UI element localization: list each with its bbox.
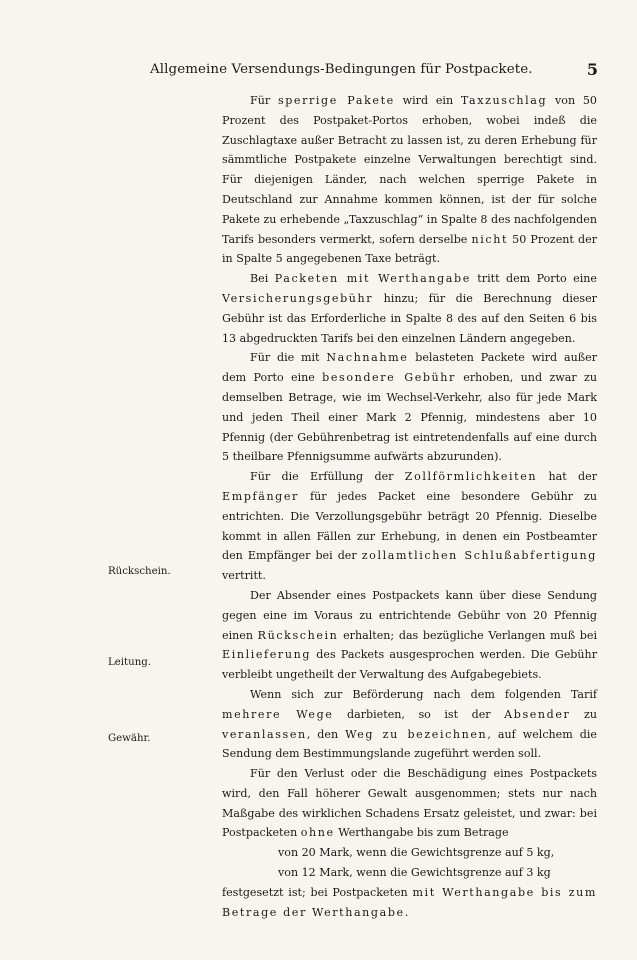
paragraph-rueckschein: Der Absender eines Postpackets kann über diese Sendung gegen eine im Voraus zu entrichtende Gebühr von 20 Pfennig einen Rückschein erhalten; das bezügliche Verlangen muß bei Einlieferung des Packets ausgesprochen werden. Die Gebühr verbleibt ungetheilt der Verwaltung des Aufgabegebiets. bbox=[222, 588, 597, 682]
emphasis: Rückschein bbox=[257, 628, 339, 642]
emphasis: Weg zu bezeichnen bbox=[345, 727, 488, 741]
emphasis: Nachnahme bbox=[326, 351, 409, 365]
emphasis: Versicherungsgebühr bbox=[222, 291, 374, 305]
emphasis: nicht bbox=[471, 232, 509, 246]
emphasis: Taxzuschlag bbox=[460, 94, 548, 107]
paragraph-sperrige-pakete: Für sperrige Pakete wird ein Taxzuschlag von 50 Prozent des Postpaket-Portos erhoben, wobei indeß die Zuschlagtaxe außer Betracht zu lassen ist, zu deren Erhebung für sämmtliche Postpakete einzelne Verwaltungen berechtigt sind. Für diejenigen Länder, nach welchen sperrige Pakete in Deutschland zur Annahme kommen können, ist der für solche Pakete zu erhebende „Taxzuschlag“ in Spalte 8 des nachfolgenden Tarifs besonders vermerkt, sofern derselbe nicht 50 Prozent der in Spalte 5 angegebenen Taxe beträgt. bbox=[222, 94, 597, 266]
emphasis: Packeten mit Werthangabe bbox=[274, 272, 471, 286]
emphasis: mit Werthangabe bis zum Betrage der Werthangabe bbox=[222, 885, 598, 919]
emphasis: Empfänger bbox=[222, 489, 299, 503]
emphasis: sperrige Pakete bbox=[277, 94, 395, 107]
paragraph-gewaehr-continued: festgesetzt ist; bei Postpacketen mit Werthangabe bis zum Betrage der Werthangabe. bbox=[222, 885, 598, 919]
running-title: Allgemeine Versendungs-Bedingungen für Postpackete. bbox=[150, 62, 533, 77]
paragraph-werthangabe: Bei Packeten mit Werthangabe tritt dem Porto eine Versicherungsgebühr hinzu; für die Berechnung dieser Gebühr ist das Erforderliche in Spalte 8 des auf den Seiten 6 bis 13 abgedruckten Tarifs bei den einzelnen Ländern angegeben. bbox=[222, 272, 597, 345]
rate-line-20-mark: von 20 Mark, wenn die Gewichtsgrenze auf 5 kg, bbox=[278, 846, 555, 860]
emphasis: Zollförmlichkeiten bbox=[404, 470, 538, 484]
paragraph-zollfoermlichkeiten: Für die Erfüllung der Zollförmlichkeiten hat der Empfänger für jedes Packet eine besondere Gebühr zu entrichten. Die Verzollungsgebühr beträgt 20 Pfennig. Dieselbe kommt in allen Fällen zur Erhebung, in denen ein Postbeamter den Empfänger bei der zollamtlichen Schlußabfertigung vertritt. bbox=[222, 470, 598, 583]
page-header bbox=[150, 60, 598, 80]
paragraph-gewaehr: Für den Verlust oder die Beschädigung eines Postpackets wird, den Fall höherer Gewalt ausgenommen; stets nur nach Maßgabe des wirklichen Schadens Ersatz geleistet, und zwar: bei Postpacketen ohne Werthangabe bis zum Betrage von 20 Mark, wenn die Gewichtsgrenze auf 5 kg, von 12 Mark, wenn die Gewichtsgrenze auf 3 kg bbox=[222, 764, 597, 883]
emphasis: ohne bbox=[300, 826, 335, 840]
emphasis: zollamtlichen Schlußabfertigung bbox=[361, 549, 597, 563]
emphasis: Absender bbox=[504, 707, 571, 721]
emphasis: besondere Gebühr bbox=[322, 371, 456, 385]
margin-note-gewaehr: Gewähr. bbox=[108, 733, 151, 744]
paragraph-leitung: Wenn sich zur Beförderung nach dem folgenden Tarif mehrere Wege darbieten, so ist der Absender zu veranlassen, den Weg zu bezeichnen, auf welchem die Sendung dem Bestimmungslande zugeführt werden soll. bbox=[222, 687, 597, 761]
margin-note-leitung: Leitung. bbox=[108, 657, 152, 668]
emphasis: veranlassen bbox=[222, 727, 307, 741]
margin-note-rueckschein: Rückschein. bbox=[108, 566, 171, 577]
rate-line-12-mark: von 12 Mark, wenn die Gewichtsgrenze auf 3 kg bbox=[278, 866, 551, 880]
emphasis: mehrere Wege bbox=[222, 707, 334, 721]
page-number: 5 bbox=[586, 60, 598, 79]
emphasis: Einlieferung bbox=[222, 648, 312, 662]
paragraph-nachnahme: Für die mit Nachnahme belasteten Packete wird außer dem Porto eine besondere Gebühr erhoben, und zwar zu demselben Betrage, wie im Wechsel-Verkehr, also für jede Mark und jeden Theil einer Mark 2 Pfennig, mindestens aber 10 Pfennig (der Gebührenbetrag ist eintretendenfalls auf eine durch 5 theilbare Pfennigsumme aufwärts abzurunden). bbox=[222, 351, 597, 464]
body-text bbox=[222, 91, 597, 922]
